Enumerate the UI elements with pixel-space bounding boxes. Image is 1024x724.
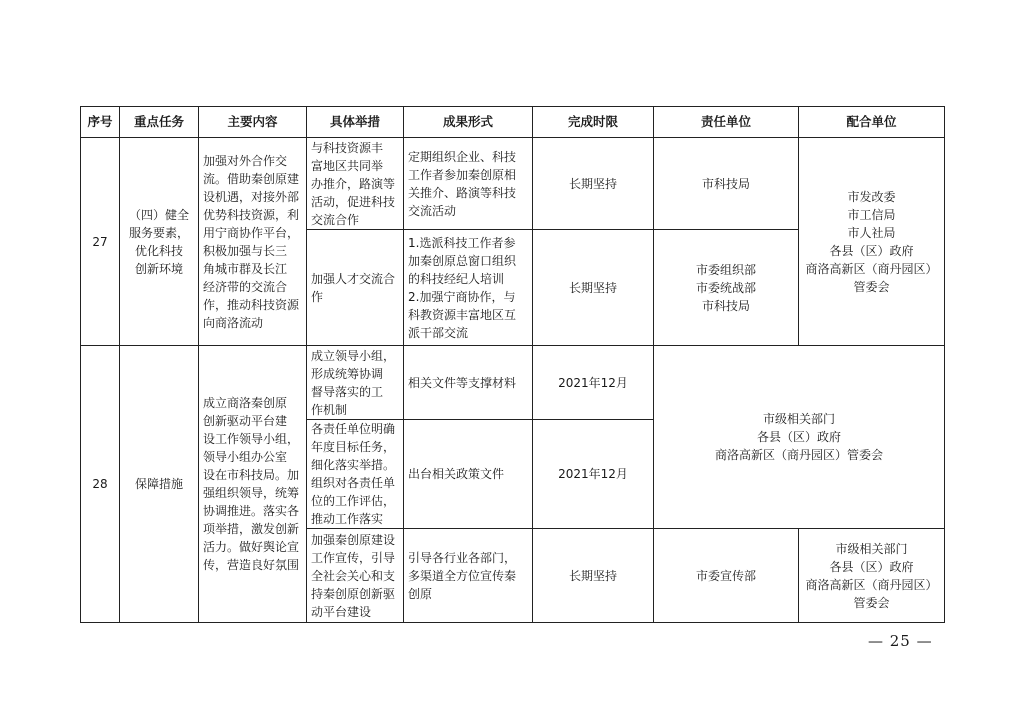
task-table — [80, 106, 945, 623]
row28-measure-2: 各责任单位明确 年度目标任务， 细化落实举措。 组织对各责任单 位的工作评估， 推动工作落实 — [307, 420, 404, 529]
row27-deadline-1: 长期坚持 — [533, 138, 654, 230]
page-number: — 25 — — [868, 632, 933, 650]
row28-result-2: 出台相关政策文件 — [404, 420, 533, 529]
header-result: 成果形式 — [404, 107, 533, 138]
row27-unit-2: 市委组织部 市委统战部 市科技局 — [654, 230, 799, 346]
row28-result-3: 引导各行业各部门， 多渠道全方位宣传秦 创原 — [404, 529, 533, 623]
row28-unit-3: 市委宣传部 — [654, 529, 799, 623]
header-content: 主要内容 — [199, 107, 307, 138]
row27-deadline-2: 长期坚持 — [533, 230, 654, 346]
header-task: 重点任务 — [120, 107, 199, 138]
row28-merged-units: 市级相关部门 各县（区）政府 商洛高新区（商丹园区）管委会 — [654, 346, 945, 529]
row27-task: （四）健全 服务要素， 优化科技 创新环境 — [120, 138, 199, 346]
header-measures: 具体举措 — [307, 107, 404, 138]
row27-content: 加强对外合作交 流。借助秦创原建 设机遇，对接外部 优势科技资源，利 用宁商协作平台， 积极加强与长三 角城市群及长江 经济带的交流合 作，推动科技资源 向商洛流动 — [199, 138, 307, 346]
row27-cooperating: 市发改委 市工信局 市人社局 各县（区）政府 商洛高新区（商丹园区） 管委会 — [799, 138, 945, 346]
header-cooperating: 配合单位 — [799, 107, 945, 138]
row28-task: 保障措施 — [120, 346, 199, 623]
row28-content: 成立商洛秦创原 创新驱动平台建 设工作领导小组， 领导小组办公室 设在市科技局。加 强组织领导，统筹 协调推进。落实各 项举措，激发创新 活力。做好舆论宣 传，营造良好氛围 — [199, 346, 307, 623]
row28-deadline-1: 2021年12月 — [533, 346, 654, 420]
row28-deadline-2: 2021年12月 — [533, 420, 654, 529]
header-responsible: 责任单位 — [654, 107, 799, 138]
row28-measure-3: 加强秦创原建设 工作宣传，引导 全社会关心和支 持秦创原创新驱 动平台建设 — [307, 529, 404, 623]
row28-measure-1: 成立领导小组， 形成统筹协调 督导落实的工 作机制 — [307, 346, 404, 420]
header-row — [81, 107, 945, 138]
row27-unit-1: 市科技局 — [654, 138, 799, 230]
header-deadline: 完成时限 — [533, 107, 654, 138]
row27-measure-2: 加强人才交流合作 — [307, 230, 404, 346]
row27-result-2: 1.选派科技工作者参 加秦创原总窗口组织 的科技经纪人培训 2.加强宁商协作，与 科教资源丰富地区互 派干部交流 — [404, 230, 533, 346]
row28-no: 28 — [81, 346, 120, 623]
row27-result-1: 定期组织企业、科技 工作者参加秦创原相 关推介、路演等科技 交流活动 — [404, 138, 533, 230]
row27-no: 27 — [81, 138, 120, 346]
row28-result-1: 相关文件等支撑材料 — [404, 346, 533, 420]
table-row — [81, 346, 945, 420]
table-row — [81, 138, 945, 230]
row28-deadline-3: 长期坚持 — [533, 529, 654, 623]
row27-measure-1: 与科技资源丰 富地区共同举 办推介，路演等 活动，促进科技 交流合作 — [307, 138, 404, 230]
header-no: 序号 — [81, 107, 120, 138]
row28-cooperating-3: 市级相关部门 各县（区）政府 商洛高新区（商丹园区） 管委会 — [799, 529, 945, 623]
